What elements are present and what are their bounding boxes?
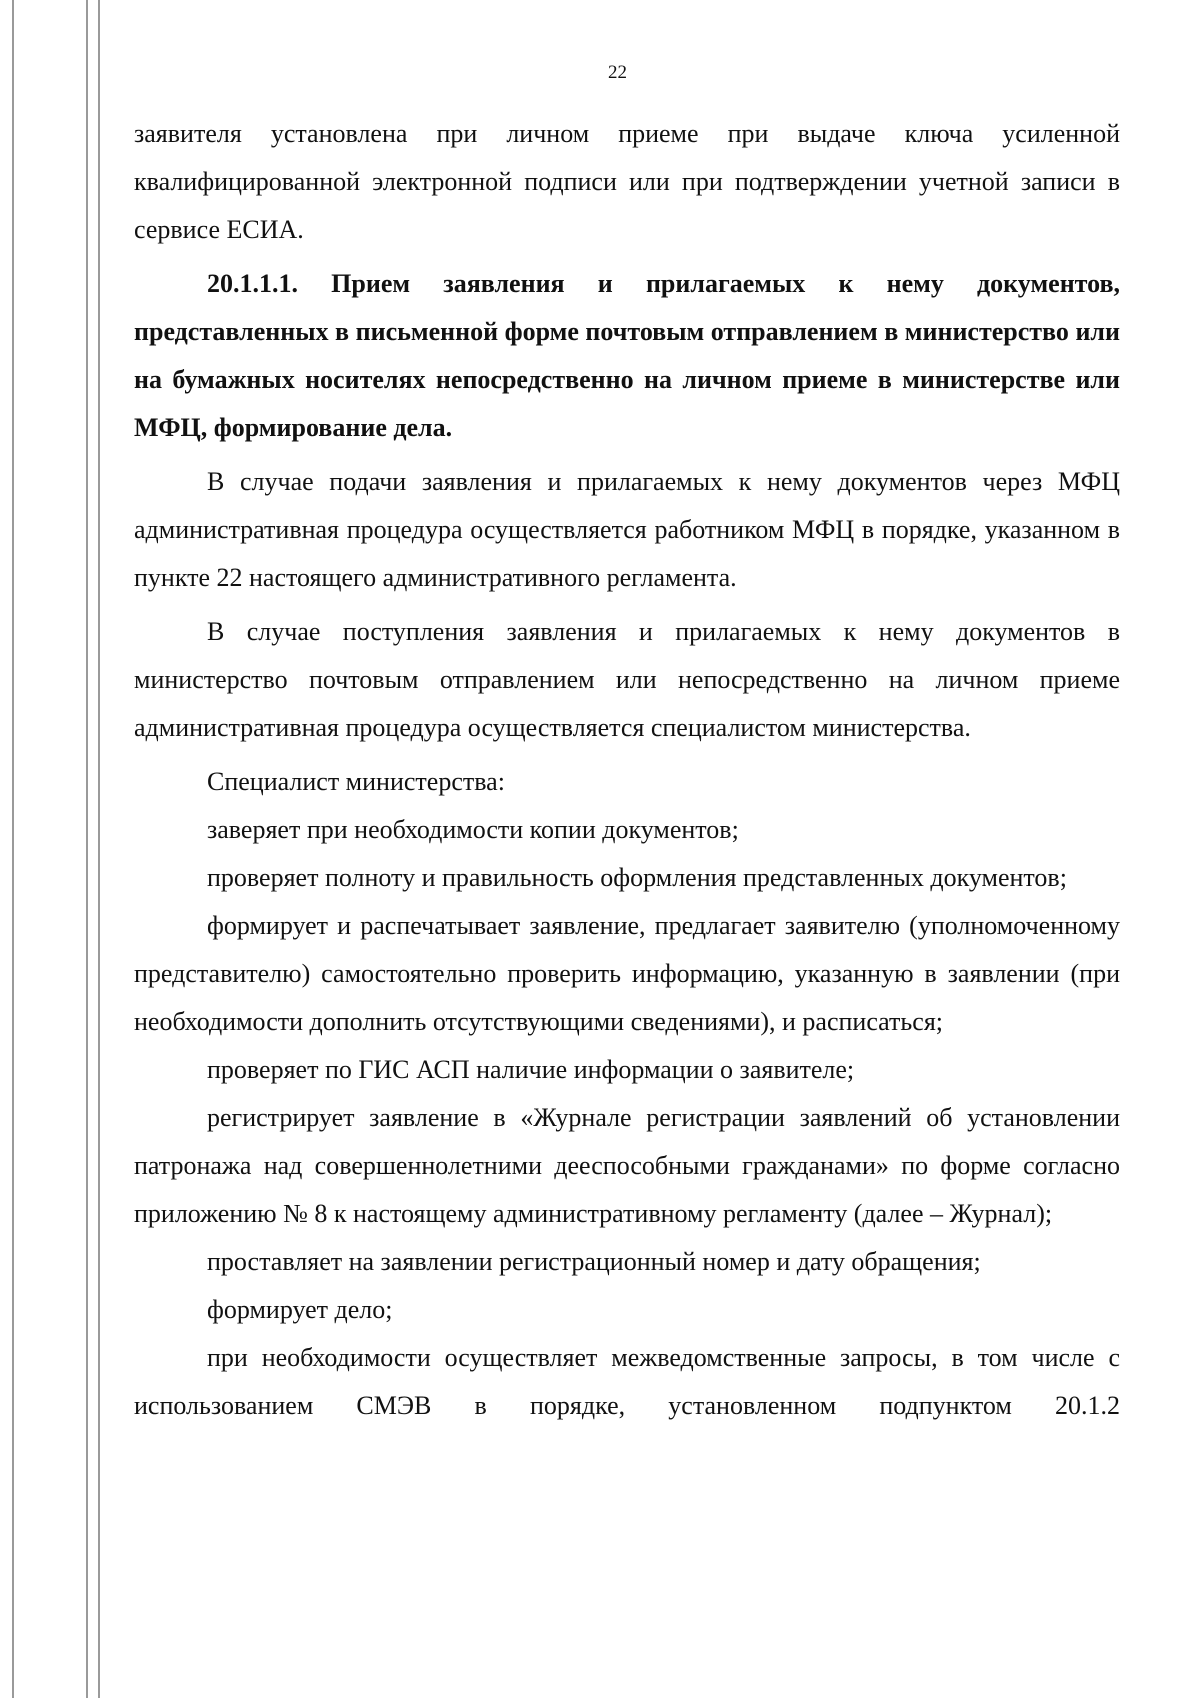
document-body xyxy=(134,108,1120,1430)
paragraph-p11: формирует дело; xyxy=(207,1295,393,1324)
paragraph-p8: проверяет по ГИС АСП наличие информации о заявителе; xyxy=(207,1055,855,1084)
section-heading: 20.1.1.1. Прием заявления и прилагаемых к нему документов, представленных в письменной форме почтовым отправлением в министерство или на бумажных носителях непосредственно на личном приеме в министерстве или МФЦ, формирование дела. xyxy=(134,269,1120,442)
paragraph-p10: проставляет на заявлении регистрационный номер и дату обращения; xyxy=(207,1247,981,1276)
paragraph-p9: регистрирует заявление в «Журнале регистрации заявлений об установлении патронажа над совершеннолетними дееспособными гражданами» по форме согласно приложению № 8 к настоящему административному регламенту (далее – Журнал); xyxy=(134,1103,1120,1228)
paragraph-p5: заверяет при необходимости копии документов; xyxy=(207,815,739,844)
paragraph-p1: заявителя установлена при личном приеме при выдаче ключа усиленной квалифицированной электронной подписи или при подтверждении учетной записи в сервисе ЕСИА. xyxy=(134,119,1120,244)
binding-strip-middle xyxy=(86,0,88,1698)
binding-strip-left xyxy=(12,0,14,1698)
paragraph-p4: Специалист министерства: xyxy=(207,767,505,796)
page-number: 22 xyxy=(608,62,627,83)
paragraph-p6: проверяет полноту и правильность оформления представленных документов; xyxy=(207,863,1067,892)
paragraph-p12: при необходимости осуществляет межведомственные запросы, в том числе с использованием СМЭВ в порядке, установленном подпунктом 20.1.2 xyxy=(134,1343,1120,1420)
paragraph-p2: В случае подачи заявления и прилагаемых к нему документов через МФЦ административная процедура осуществляется работником МФЦ в порядке, указанном в пункте 22 настоящего административного регламента. xyxy=(134,467,1120,592)
binding-strip-right xyxy=(98,0,100,1698)
paragraph-p3: В случае поступления заявления и прилагаемых к нему документов в министерство почтовым отправлением или непосредственно на личном приеме административная процедура осуществляется специалистом министерства. xyxy=(134,617,1120,742)
paragraph-p7: формирует и распечатывает заявление, предлагает заявителю (уполномоченному представителю) самостоятельно проверить информацию, указанную в заявлении (при необходимости дополнить отсутствующими сведениями), и расписаться; xyxy=(134,911,1120,1036)
